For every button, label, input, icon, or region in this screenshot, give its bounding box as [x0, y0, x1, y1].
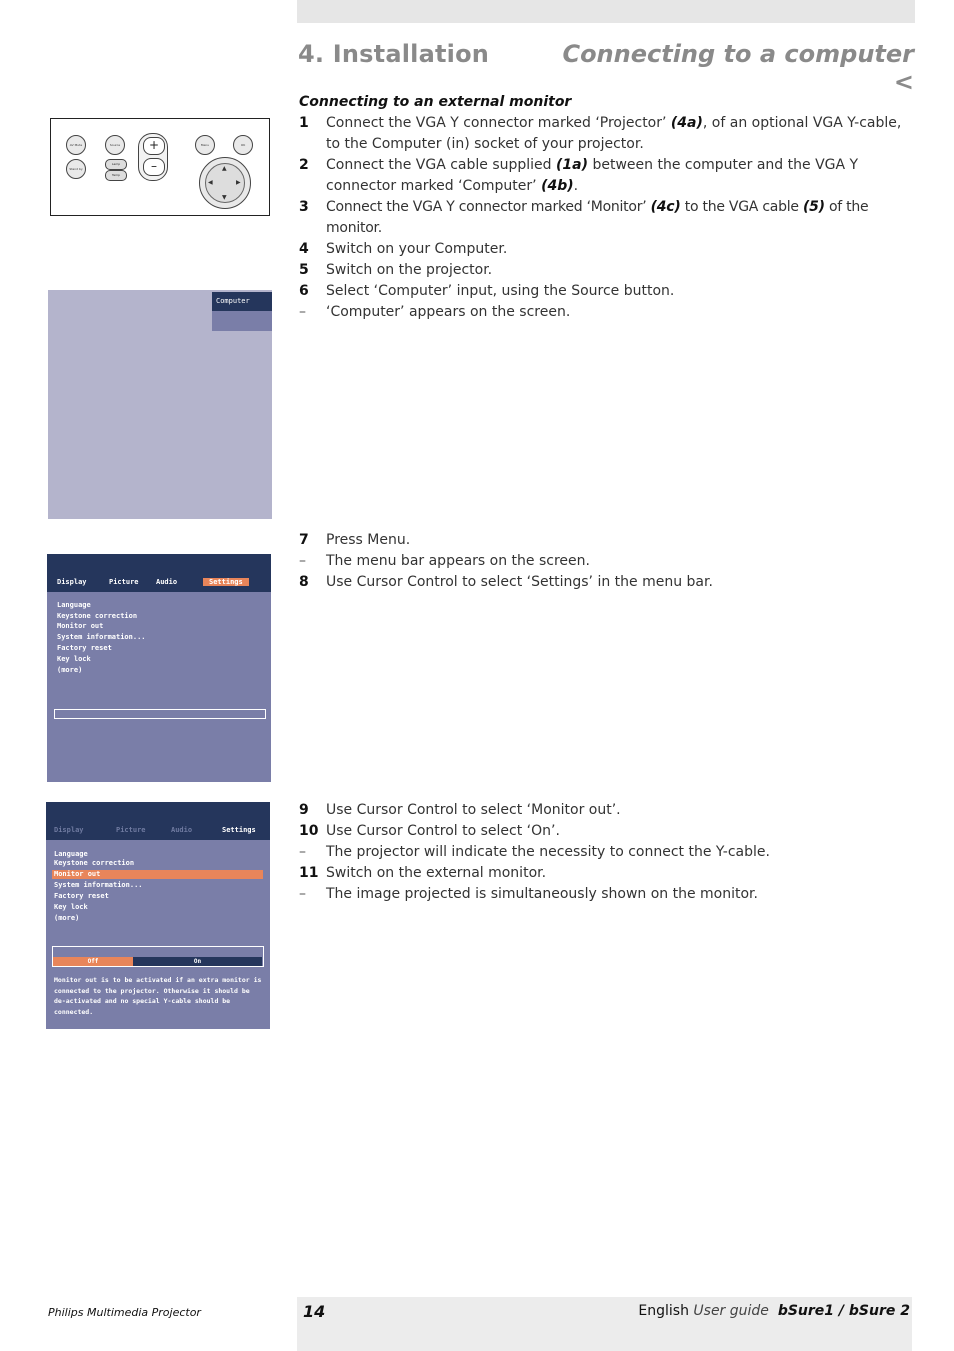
option-on: On [133, 957, 262, 966]
menu-item-language: Language [57, 601, 91, 609]
ok-button: OK [233, 135, 253, 155]
projected-screen-computer [48, 290, 272, 519]
footer-guide [560, 1303, 910, 1319]
steps-group-3 [299, 800, 914, 905]
menu-screen-monitor-out [46, 802, 270, 1029]
cursor-control-pad [199, 157, 251, 209]
tab-audio: Audio [171, 826, 193, 834]
tab-picture: Picture [109, 578, 139, 586]
section-title: Connecting to an external monitor [299, 94, 572, 110]
chapter-title: 4. Installation [298, 40, 490, 68]
step-number: 11 [299, 865, 319, 881]
step-8 [299, 572, 914, 593]
remote-control-illustration [50, 118, 270, 216]
menu-item-system-info: System information... [57, 633, 146, 641]
step-7-result [299, 551, 914, 572]
menu-item-key-lock: Key lock [57, 655, 91, 663]
step-number: 7 [299, 532, 309, 548]
step-11 [299, 863, 914, 884]
tab-audio: Audio [156, 578, 178, 586]
step-dash: – [299, 844, 306, 860]
tab-display: Display [54, 826, 84, 834]
menu-item-keystone: Keystone correction [57, 612, 138, 620]
monitor-out-help-text: Monitor out is to be activated if an extra monitor is connected to the projector. Otherwise it should be de-activated and no special Y-cable should be connected. [54, 976, 262, 1017]
step-text: Switch on your Computer. [326, 241, 508, 257]
menu-screen-settings [47, 554, 271, 782]
step-number: 1 [299, 115, 309, 131]
step-number: 8 [299, 574, 309, 590]
volume-rocker [138, 133, 168, 181]
plus-icon: + [143, 137, 165, 155]
option-off: Off [53, 957, 133, 966]
source-label-sub [212, 311, 272, 331]
arrow-right-icon: ▶ [236, 179, 241, 186]
menu-item-monitor-out: Monitor out [57, 622, 104, 630]
menu-item-system-info: System information... [54, 881, 143, 889]
menu-item-key-lock: Key lock [54, 903, 88, 911]
step-11-result [299, 884, 914, 905]
step-text: The image projected is simultaneously shown on the monitor. [326, 886, 758, 902]
step-text: ‘Computer’ appears on the screen. [326, 304, 571, 320]
menu-bar [46, 802, 270, 840]
arrow-down-icon: ▼ [222, 194, 227, 201]
step-4 [299, 239, 914, 260]
step-number: 10 [299, 823, 319, 839]
step-number: 4 [299, 241, 309, 257]
menu-item-more: (more) [54, 914, 80, 922]
cursor-control-inner [205, 163, 245, 203]
step-dash: – [299, 304, 306, 320]
step-text: Connect the VGA cable supplied (1a) between the computer and the VGA Y connector marked ‘Computer’ (4b). [326, 157, 859, 194]
steps-group-1 [299, 113, 914, 323]
step-text: Connect the VGA Y connector marked ‘Projector’ (4a), of an optional VGA Y-cable, to the Computer (in) socket of your projector. [326, 115, 902, 152]
footer-product: Philips Multimedia Projector [48, 1306, 201, 1319]
steps-group-2 [299, 530, 914, 593]
step-number: 5 [299, 262, 309, 278]
top-grey-bar [297, 0, 915, 23]
step-text: Use Cursor Control to select ‘On’. [326, 823, 560, 839]
step-2 [299, 155, 914, 197]
step-5 [299, 260, 914, 281]
menu-item-more: (more) [57, 666, 83, 674]
footer-model: bSure1 / bSure 2 [777, 1303, 910, 1319]
step-number: 2 [299, 157, 309, 173]
step-6-result [299, 302, 914, 323]
step-dash: – [299, 553, 306, 569]
menu-item-monitor-out: Monitor out [52, 870, 263, 879]
step-text: Use Cursor Control to select ‘Settings’ in the menu bar. [326, 574, 713, 590]
menu-item-factory-reset: Factory reset [54, 892, 109, 900]
step-text: Select ‘Computer’ input, using the Source button. [326, 283, 675, 299]
step-number: 6 [299, 283, 309, 299]
step-text: Press Menu. [326, 532, 411, 548]
section-header: Connecting to a computer < [562, 40, 914, 96]
lamp-indicator: Lamp [105, 159, 127, 170]
step-10-result [299, 842, 914, 863]
menu-item-language: Language [54, 850, 88, 858]
step-text: Connect the VGA Y connector marked ‘Monitor’ (4c) to the VGA cable (5) of the monitor. [326, 199, 869, 236]
standby-button: Stand by [66, 159, 86, 179]
tab-settings: Settings [203, 578, 249, 586]
av-mute-button: AV Mute [66, 135, 86, 155]
step-number: 3 [299, 199, 309, 215]
step-number: 9 [299, 802, 309, 818]
option-field [54, 709, 266, 719]
step-1 [299, 113, 914, 155]
step-9 [299, 800, 914, 821]
step-7 [299, 530, 914, 551]
step-text: The menu bar appears on the screen. [326, 553, 590, 569]
tab-display: Display [57, 578, 87, 586]
temp-indicator: Temp [105, 170, 127, 181]
step-text: Use Cursor Control to select ‘Monitor out’. [326, 802, 621, 818]
menu-item-keystone: Keystone correction [54, 859, 135, 867]
step-3 [299, 197, 914, 239]
step-text: Switch on the projector. [326, 262, 493, 278]
menu-button: Menu [195, 135, 215, 155]
arrow-up-icon: ▲ [222, 165, 227, 172]
step-6 [299, 281, 914, 302]
menu-item-factory-reset: Factory reset [57, 644, 112, 652]
footer-user-guide: User guide [693, 1303, 769, 1319]
step-text: The projector will indicate the necessity to connect the Y-cable. [326, 844, 770, 860]
arrow-left-icon: ◀ [208, 179, 213, 186]
source-label: Computer [212, 292, 272, 311]
page-number: 14 [303, 1302, 326, 1321]
step-10 [299, 821, 914, 842]
tab-picture: Picture [116, 826, 146, 834]
menu-bar [47, 554, 271, 592]
step-dash: – [299, 886, 306, 902]
step-text: Switch on the external monitor. [326, 865, 547, 881]
tab-settings: Settings [222, 826, 256, 834]
source-button: Source [105, 135, 125, 155]
minus-icon: – [143, 158, 165, 176]
footer-language: English [638, 1303, 689, 1319]
